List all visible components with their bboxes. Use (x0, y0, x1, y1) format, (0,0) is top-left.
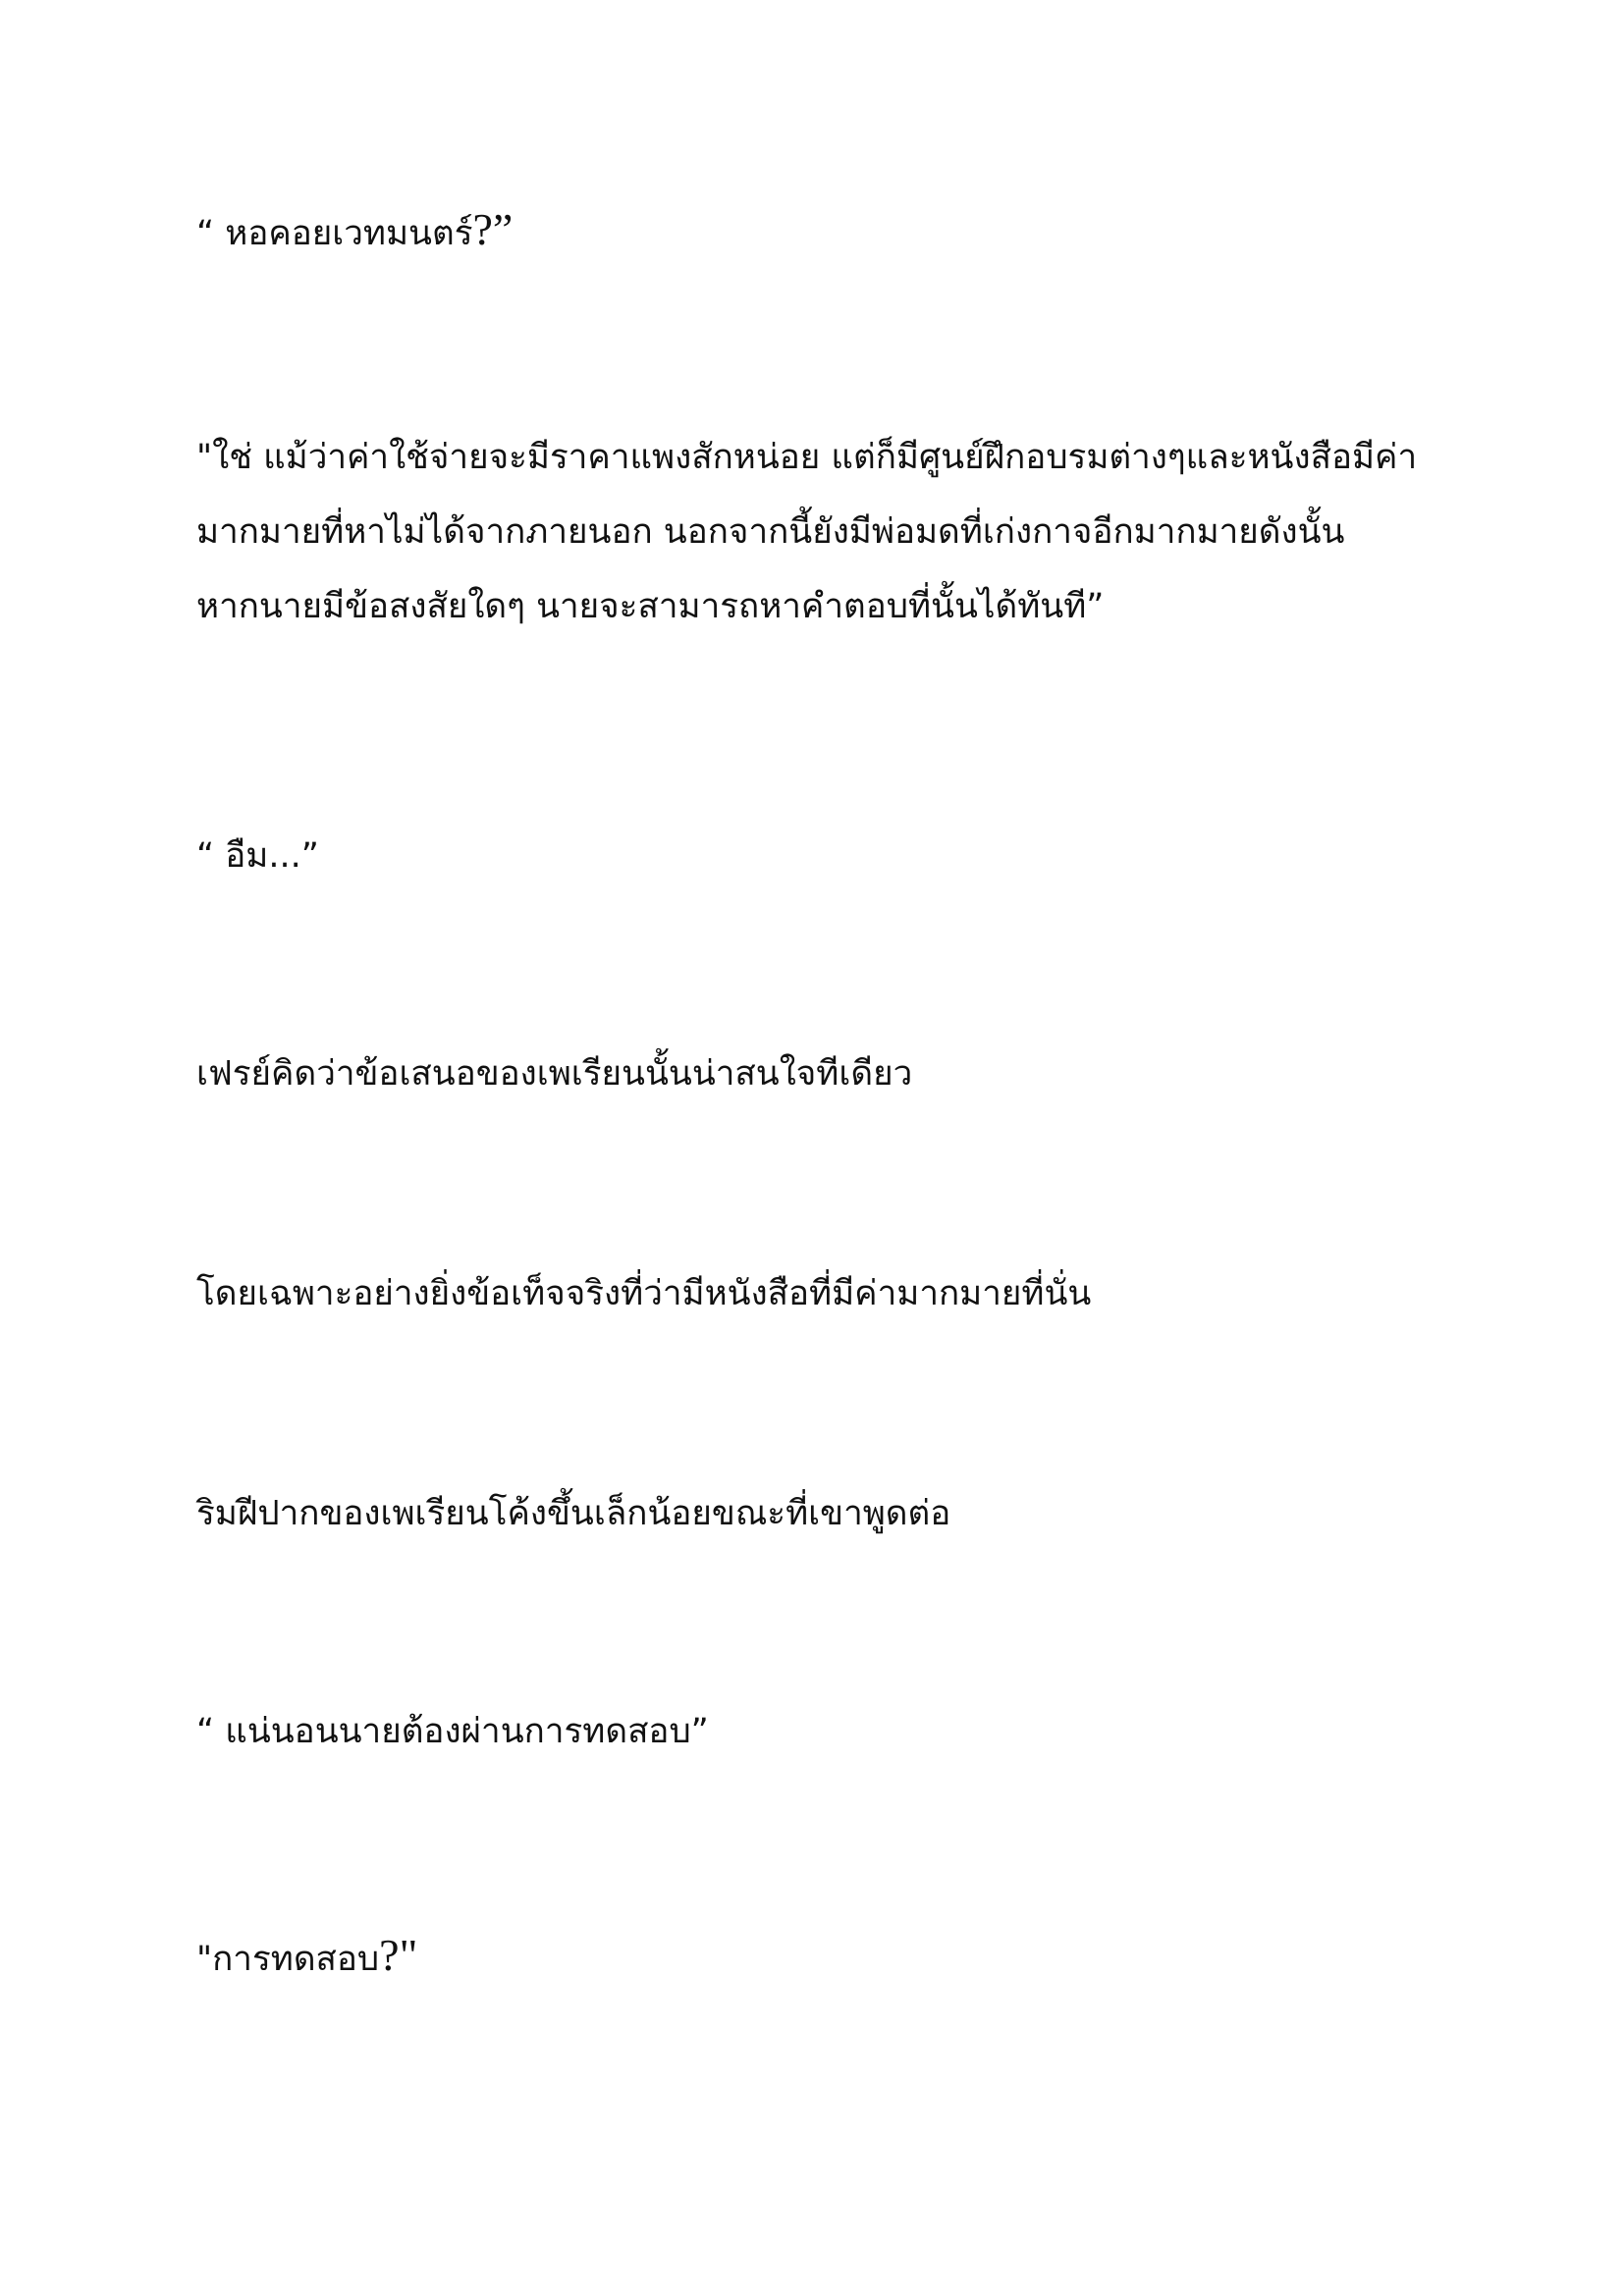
paragraph-line: หากนายมีข้อสงสัยใดๆ นายจะสามารถหาคำตอบที่นั้นได้ทันที” (196, 587, 1105, 626)
paragraph-dialogue-must-pass-test (196, 1694, 1473, 1769)
question-mark: ?” (472, 204, 514, 254)
paragraph-text: เฟรย์คิดว่าข้อเสนอของเพเรียนนั้นน่าสนใจทีเดียว (196, 1054, 913, 1094)
paragraph-text: ริมฝีปากของเพเรียนโค้งขึ้นเล็กน้อยขณะที่เขาพูดต่อ (196, 1494, 951, 1533)
paragraph-text: “ หอคอยเวทมนตร์ (196, 214, 473, 253)
paragraph-dialogue-hmm (196, 819, 1473, 893)
paragraph-dialogue-magic-tower (196, 192, 1473, 271)
paragraph-line: มากมายที่หาไม่ได้จากภายนอก นอกจากนี้ยังมีพ่อมดที่เก่งกาจอีกมากมายดังนั้น (196, 512, 1345, 552)
paragraph-line: "ใช่ แม้ว่าค่าใช้จ่ายจะมีราคาแพงสักหน่อย แต่ก็มีศูนย์ฝึกอบรมต่างๆและหนังสือมีค่า (196, 438, 1418, 477)
paragraph-dialogue-explanation (196, 420, 1473, 644)
paragraph-text: “ อืม...” (196, 836, 319, 876)
question-mark: ?" (379, 1930, 418, 1980)
paragraph-narration-books (196, 1256, 1473, 1331)
paragraph-narration-interest (196, 1037, 1473, 1111)
paragraph-dialogue-test-question (196, 1918, 1473, 1997)
paragraph-text: โดยเฉพาะอย่างยิ่งข้อเท็จจริงที่ว่ามีหนังสือที่มีค่ามากมายที่นั่น (196, 1274, 1092, 1313)
paragraph-text: “ แน่นอนนายต้องผ่านการทดสอบ” (196, 1712, 709, 1751)
paragraph-text: "การทดสอบ (196, 1940, 380, 1979)
paragraph-narration-smile (196, 1476, 1473, 1551)
